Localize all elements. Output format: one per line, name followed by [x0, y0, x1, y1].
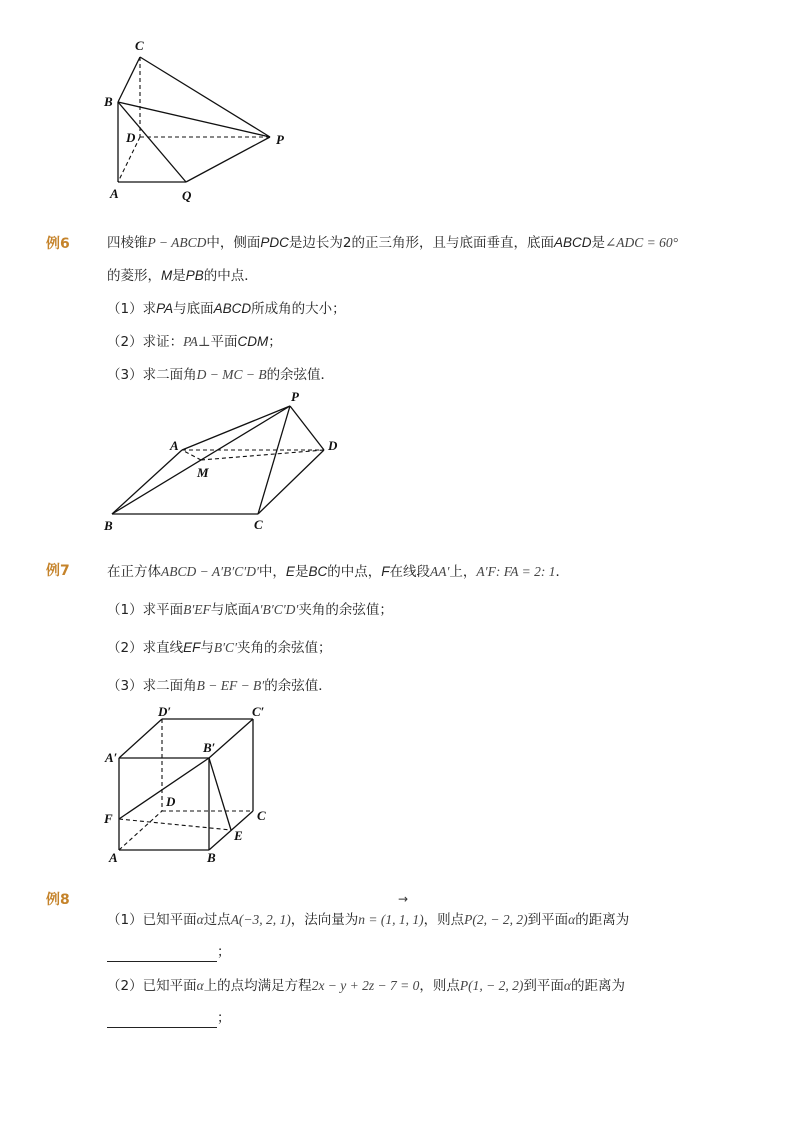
- vector-arrow: →: [398, 892, 409, 906]
- ex6-question-1: （1）求PA与底面ABCD所成角的大小；: [107, 301, 346, 317]
- figure-2-svg: [100, 388, 360, 538]
- answer-blank-2[interactable]: [107, 1013, 217, 1028]
- label-a1: A′: [105, 750, 118, 765]
- label-d1: D′: [158, 704, 172, 719]
- label-a: A: [110, 186, 119, 201]
- example-8-label: 例8: [46, 892, 70, 908]
- ex6-statement-line1: 四棱锥P − ABCD中，侧面PDC是边长为2的正三角形，且与底面垂直，底面ABCD是∠ADC = 60°: [107, 235, 679, 251]
- edge-qp: [186, 137, 270, 182]
- ex8-question-2: （2）已知平面α上的点均满足方程2x − y + 2z − 7 = 0，则点P(1, − 2, 2)到平面α的距离为: [107, 978, 625, 994]
- ex6-statement-line2: 的菱形，M是PB的中点．: [107, 268, 258, 284]
- label-m: M: [197, 465, 209, 480]
- edge-b1-c1: [209, 719, 253, 758]
- segment-f-b1: [119, 758, 209, 819]
- ex7-question-3: （3）求二面角B − EF − B′的余弦值．: [107, 678, 332, 694]
- edge-a-d: [119, 811, 162, 850]
- edge-b-c: [209, 811, 253, 850]
- label-c: C: [254, 517, 263, 532]
- label-p: P: [276, 132, 284, 147]
- label-b1: B′: [203, 740, 216, 755]
- edge-md: [201, 450, 324, 460]
- label-c: C: [135, 38, 144, 53]
- label-p: P: [291, 389, 299, 404]
- label-d: D: [166, 794, 176, 809]
- ex6-question-3: （3）求二面角D − MC − B的余弦值．: [107, 367, 335, 383]
- label-e: E: [234, 828, 243, 843]
- ex7-question-1: （1）求平面B′EF与底面A′B′C′D′夹角的余弦值；: [107, 602, 393, 618]
- figure-pyramid-bcdpq: [100, 30, 300, 210]
- label-d: D: [328, 438, 338, 453]
- example-6-label: 例6: [46, 236, 70, 252]
- ex8-answer-1: ；: [107, 942, 231, 962]
- label-b: B: [104, 94, 113, 109]
- figure-3-svg: [100, 702, 280, 867]
- ex8-question-1: （1）已知平面α过点A(−3, 2, 1)，法向量为n = (1, 1, 1)，则点P(2, − 2, 2)到平面α的距离为: [107, 912, 630, 928]
- label-q: Q: [182, 188, 192, 203]
- segment-f-e: [119, 819, 231, 830]
- label-f: F: [104, 811, 113, 826]
- ex7-statement: 在正方体ABCD − A′B′C′D′中，E是BC的中点，F在线段AA′上，A′F: FA = 2: 1．: [107, 564, 569, 580]
- edge-cp: [140, 57, 270, 137]
- label-b: B: [207, 850, 216, 865]
- ex8-answer-2: ；: [107, 1008, 231, 1028]
- edge-pa: [182, 406, 290, 450]
- label-c: C: [257, 808, 266, 823]
- segment-b1-e: [209, 758, 231, 830]
- answer-blank-1[interactable]: [107, 947, 217, 962]
- label-a: A: [109, 850, 118, 865]
- label-c1: C′: [252, 704, 265, 719]
- edge-bp: [118, 102, 270, 137]
- edge-ab: [112, 450, 182, 514]
- label-d: D: [126, 130, 136, 145]
- ex7-question-2: （2）求直线EF与B′C′夹角的余弦值；: [107, 640, 332, 656]
- edge-a1-d1: [119, 719, 162, 758]
- edge-cb: [118, 57, 140, 102]
- figure-pyramid-pabcd: [100, 388, 360, 538]
- label-b: B: [104, 518, 113, 533]
- ex6-question-2: （2）求证：PA⊥平面CDM；: [107, 334, 282, 350]
- figure-cube: [100, 702, 280, 867]
- figure-1-svg: [100, 30, 300, 210]
- edge-ma: [182, 450, 201, 460]
- label-a: A: [170, 438, 179, 453]
- example-7-label: 例7: [46, 563, 70, 579]
- edge-pd: [290, 406, 324, 450]
